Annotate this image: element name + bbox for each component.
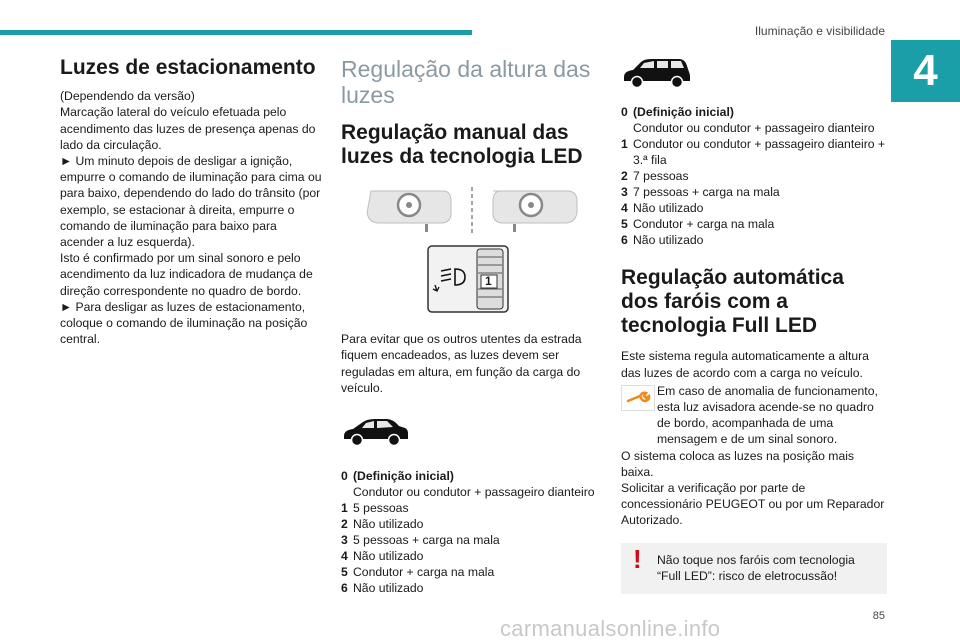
steering-wheel-icon: [367, 191, 451, 232]
page-number: 85: [872, 610, 885, 622]
list-item: 3 5 pessoas + carga na mala: [341, 532, 500, 547]
list-item: 1 5 pessoas: [341, 500, 409, 515]
para-parking-confirm: Isto é confirmado por um sinal sonoro e pelo acendimento da luz indicadora de mudança de direção correspondente no quadro de bordo.: [60, 251, 313, 298]
height-dial-illustration: [427, 245, 509, 313]
site-watermark: carmanualsonline.info: [500, 616, 721, 641]
heading-manual-led: Regulação manual das luzes da tecnologia LED: [341, 120, 583, 169]
para-parking-step1: ► Um minuto depois de desligar a ignição, empurre o comando de iluminação para cima ou para baixo, dependendo do lado do trânsito (por exemplo, se estacionar à direita, empurre o comando de iluminação para baixo para acender a luz esquerda).: [60, 153, 322, 249]
car-5-seat-icon: [341, 414, 411, 448]
list-item: 4 Não utilizado: [621, 201, 704, 215]
list-item: 4 Não utilizado: [341, 548, 424, 563]
exclamation-warning-icon: !: [633, 543, 642, 574]
column-automatic-adjustment: [621, 56, 887, 594]
steering-wheel-right-icon: [493, 191, 577, 232]
warning-light-note: [621, 383, 887, 448]
para-parking-intro: (Dependendo da versão) Marcação lateral do veículo efetuada pelo acendimento das luzes de presença apenas do lado da circulação.: [60, 89, 316, 152]
para-height-explanation: Para evitar que os outros utentes da estrada fiquem encadeados, as luzes devem ser reguladas em altura, em função da carga do veículo.: [341, 332, 582, 395]
wrench-warning-icon: [621, 385, 655, 411]
column-parking-lights: [60, 56, 324, 347]
list-item: 5 Condutor + carga na mala: [341, 564, 495, 579]
para-parking-step2: ► Para desligar as luzes de estacionamento, coloque o comando de iluminação na posição central.: [60, 299, 308, 347]
electrocution-warning-box: [621, 543, 887, 594]
car-7-seat-icon: [621, 56, 693, 90]
heading-automatic-led: Regulação automática dos faróis com a tecnologia Full LED: [621, 266, 844, 338]
steering-wheel-illustration: [341, 187, 603, 237]
para-verification: Solicitar a verificação por parte de concessionário PEUGEOT ou por um Reparador Autorizado.: [621, 481, 885, 528]
list-item: Condutor ou condutor + passageiro dianteiro: [633, 121, 875, 135]
column-headlamp-height: [341, 56, 603, 596]
chapter-number-badge: 4: [891, 40, 960, 102]
list-item: 0 (Definição inicial): [621, 105, 734, 119]
headlamp-height-dial: [427, 245, 509, 313]
section-title-height: Regulação da altura das luzes: [341, 56, 591, 109]
warning-text: Não toque nos faróis com tecnologia “Full LED”: risco de eletrocussão!: [657, 552, 855, 583]
section-header-title: Iluminação e visibilidade: [754, 24, 885, 38]
top-accent-bar: [0, 30, 472, 35]
list-item: 0 (Definição inicial): [341, 468, 454, 483]
list-7-seat-positions: [621, 104, 887, 248]
para-anomaly: Em caso de anomalia de funcionamento, esta luz avisadora acende-se no quadro de bordo, acompanhada de uma mensagem e de um sinal sonoro.: [657, 383, 878, 447]
list-item: Condutor ou condutor + passageiro dianteiro: [353, 484, 595, 499]
heading-parking-lights: Luzes de estacionamento: [60, 56, 316, 79]
list-5-seat-positions: [341, 468, 603, 596]
list-item: 3 7 pessoas + carga na mala: [621, 185, 780, 199]
para-lowest-position: O sistema coloca as luzes na posição mais baixa.: [621, 448, 855, 479]
dial-position-number: 1: [485, 274, 492, 289]
list-item: 2 Não utilizado: [341, 516, 424, 531]
list-item: 6 Não utilizado: [621, 233, 704, 247]
para-auto-system: Este sistema regula automaticamente a altura das luzes de acordo com a carga no veículo.: [621, 349, 869, 380]
list-item: 5 Condutor + carga na mala: [621, 217, 775, 231]
list-item: 2 7 pessoas: [621, 169, 689, 183]
list-item: 1 Condutor ou condutor + passageiro dianteiro + 3.ª fila: [621, 137, 886, 167]
list-item: 6 Não utilizado: [341, 580, 424, 595]
